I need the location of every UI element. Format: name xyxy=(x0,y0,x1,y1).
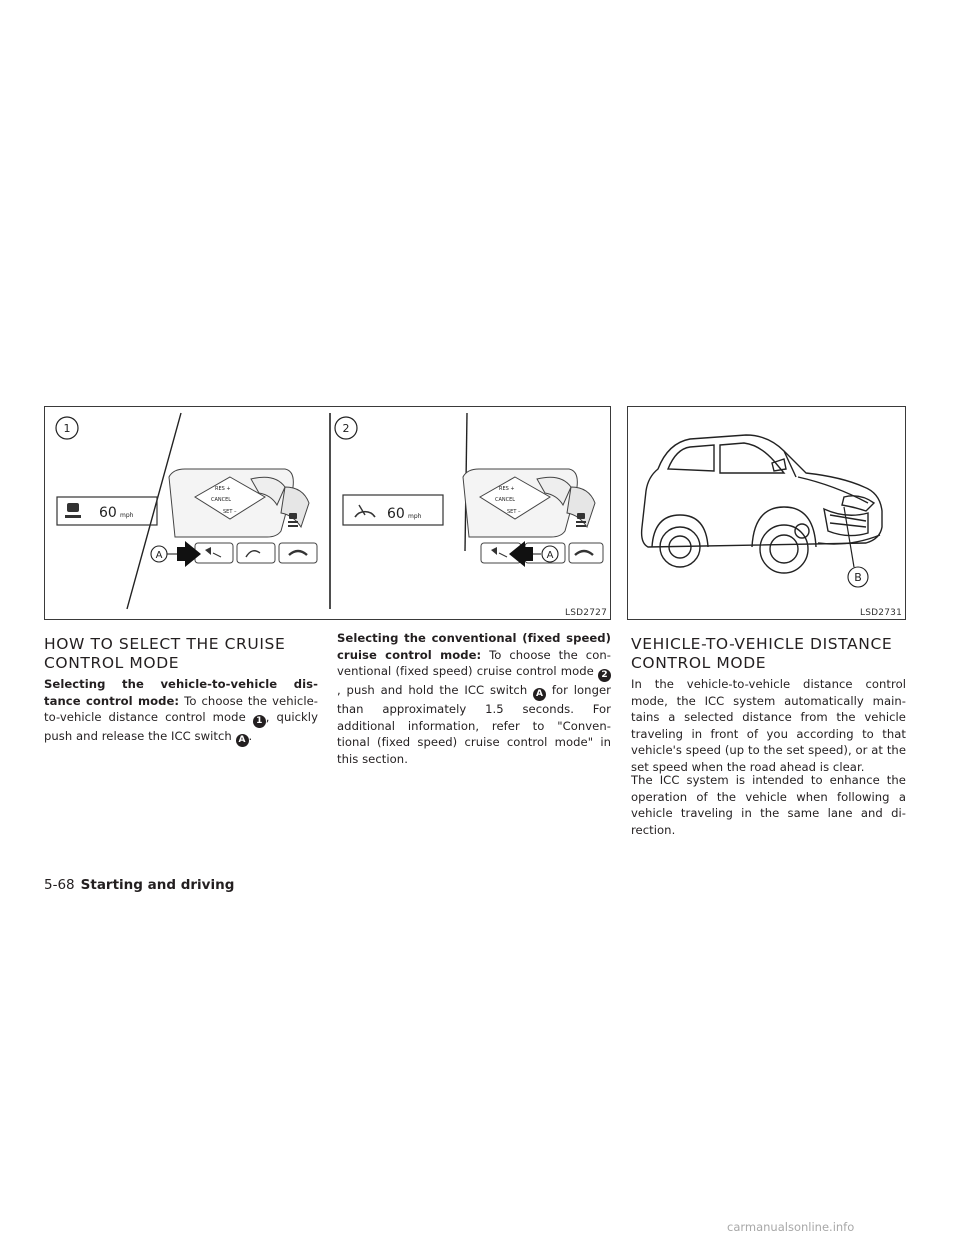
conventional-mode-text-c: for longer than approximately 1.5 seconds. For additional information, refer to "Conven- tional (fixed speed) cruise control mode" in this section. xyxy=(337,683,611,766)
section1-heading xyxy=(44,635,324,673)
ref-circle-1: 1 xyxy=(253,715,266,728)
ref-circle-a-2: A xyxy=(533,688,546,701)
conventional-mode-bold-lead: Selecting the conventional (fixed speed) cruise control mode: xyxy=(337,631,611,662)
cancel-label-2: CANCEL xyxy=(495,497,516,503)
vehicle-illustration xyxy=(628,407,907,621)
callout-b-label: B xyxy=(854,571,862,584)
suv-outline xyxy=(642,435,882,573)
cancel-label-1: CANCEL xyxy=(211,497,232,503)
conventional-mode-text-b: , push and hold the ICC switch xyxy=(337,683,534,698)
vehicle-ahead-icon xyxy=(65,503,81,518)
footer-section-title: Starting and driving xyxy=(80,877,235,893)
section2-paragraph-2: The ICC system is intended to enhance the operation of the vehicle when following a vehicle traveling in the same lane and di- rection. xyxy=(631,773,906,837)
callout-2-label: 2 xyxy=(342,422,350,435)
page-number: 5-68 xyxy=(44,877,75,893)
section1-paragraph-vehicle-mode xyxy=(44,676,318,747)
set-speed-1: 60 xyxy=(99,505,117,521)
set-label-1: SET – xyxy=(223,509,237,515)
speedometer-icon xyxy=(355,505,375,517)
figure-code-left: LSD2727 xyxy=(565,608,607,618)
section2-heading-line2: CONTROL MODE xyxy=(631,654,767,672)
steering-switch-illustration xyxy=(45,407,612,621)
callout-a-1-label: A xyxy=(155,550,163,561)
speed-unit-1: mph xyxy=(120,512,134,519)
vehicle-mode-text-b: , quickly push and release the ICC switch xyxy=(44,710,318,744)
section1-heading-line2: CONTROL MODE xyxy=(44,654,180,672)
section1-heading-line1: HOW TO SELECT THE CRUISE xyxy=(44,635,286,653)
speed-unit-2: mph xyxy=(408,513,422,520)
callout-a-2-label: A xyxy=(546,550,554,561)
figure-code-right: LSD2731 xyxy=(860,608,902,618)
section2-heading xyxy=(631,635,911,673)
figure-vehicle-sensor xyxy=(627,406,906,620)
vehicle-mode-bold-lead: Selecting the vehicle-to-vehicle dis- tance control mode: xyxy=(44,677,318,708)
watermark: carmanualsonline.info xyxy=(727,1220,855,1234)
set-label-2: SET – xyxy=(507,509,521,515)
sensor-leader-line xyxy=(844,507,854,567)
section2-heading-line1: VEHICLE-TO-VEHICLE DISTANCE xyxy=(631,635,893,653)
figure-icc-switch xyxy=(44,406,611,620)
set-speed-2: 60 xyxy=(387,506,405,522)
res-label-1: RES + xyxy=(215,486,231,492)
vehicle-mode-text-c: . xyxy=(248,729,253,744)
vehicle-mode-text-a: To choose the vehicle-to-vehicle distance control mode xyxy=(44,693,319,725)
conventional-mode-text-a: To choose the con- ventional (fixed speed) cruise control mode xyxy=(337,647,611,679)
callout-1-label: 1 xyxy=(63,422,71,435)
ref-circle-a: A xyxy=(236,734,249,747)
res-label-2: RES + xyxy=(499,486,515,492)
ref-circle-2: 2 xyxy=(598,669,611,682)
section1-paragraph-conventional-mode xyxy=(337,630,611,768)
section2-paragraph-1: In the vehicle-to-vehicle distance control mode, the ICC system automatically main- tains a selected distance from the vehicle traveling in front of you according to that vehicle's speed (up to the set speed), or at the set speed when the road ahead is clear. xyxy=(631,677,906,774)
page-footer xyxy=(44,877,234,893)
